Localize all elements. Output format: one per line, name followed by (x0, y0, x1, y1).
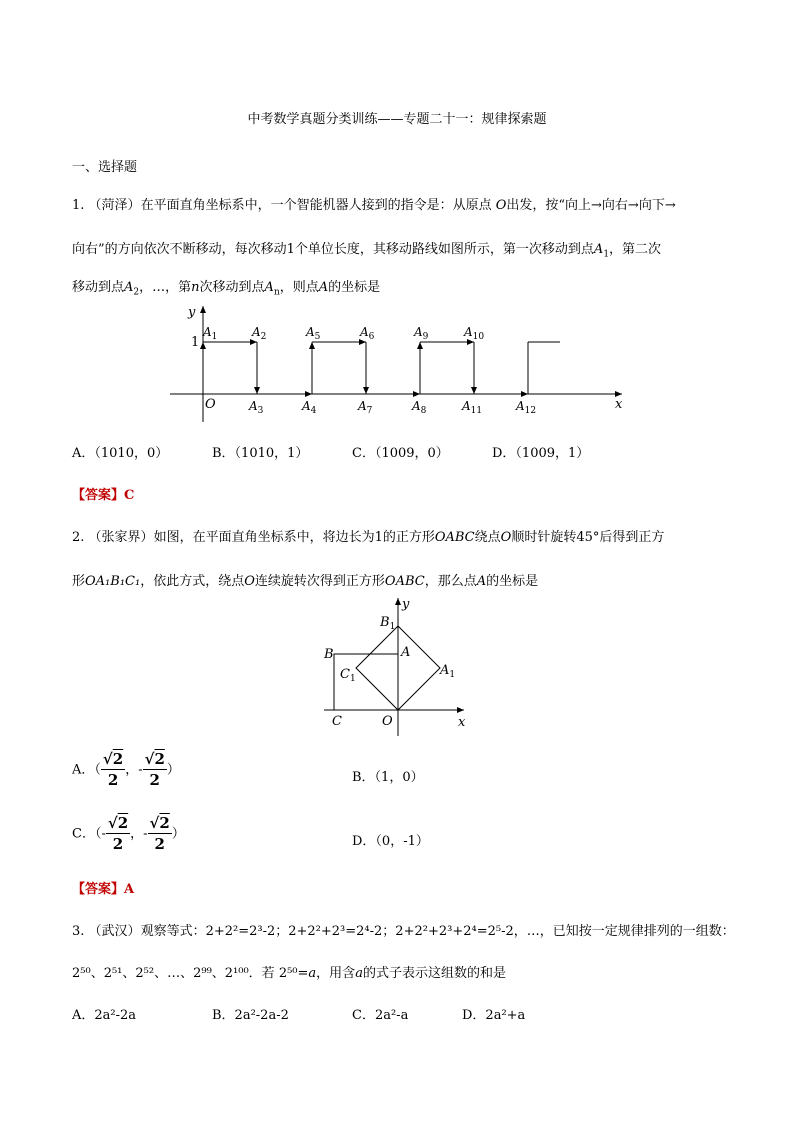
q1-line3: 移动到点$A_2$，…，第n次移动到点$A_n$，则点A的坐标是 (72, 280, 381, 298)
q2-option-d[interactable]: D．（0，-1） (352, 834, 429, 849)
q2-number: 2. (72, 530, 85, 545)
q2-line1: 2. （张家界）如图，在平面直角坐标系中，将边长为1的正方形OABC绕点O顺时针旋转45°后得到正方 (72, 530, 665, 545)
q2-option-c[interactable]: C．（- $\frac{√2}{2}$ ，- $\frac{√2}{2}$ ） (72, 814, 185, 853)
svg-text:y: y (402, 597, 410, 612)
label-a1: $A_1$ (203, 325, 218, 342)
label-a11: $A_{11}$ (462, 399, 483, 416)
label-a2: $A_2$ (252, 325, 267, 342)
label-a3: $A_3$ (249, 399, 264, 416)
svg-text:B: B (324, 647, 334, 662)
svg-text:A: A (401, 645, 411, 660)
q3-line2: 2⁵⁰、2⁵¹、2⁵²、…、2⁹⁹、2¹⁰⁰．若 2⁵⁰=a，用含a的式子表示这组数的和是 (72, 966, 506, 981)
q1-y-label: y (188, 305, 196, 320)
label-a5: $A_5$ (306, 325, 321, 342)
q2-option-a[interactable]: A．（ $\frac{√2}{2}$ ，- $\frac{√2}{2}$ ） (72, 750, 180, 789)
q1-one-label: 1 (191, 335, 200, 350)
svg-text:B1: $B_1$ (380, 615, 396, 632)
label-a6: $A_6$ (360, 325, 375, 342)
q1-option-b[interactable]: B．（1010，1） (212, 446, 309, 461)
square-oabc (334, 654, 398, 710)
section-heading: 一、选择题 (72, 160, 138, 175)
q2-line2: 形OA₁B₁C₁，依此方式，绕点O连续旋转次得到正方形OABC，那么点A的坐标是 (72, 574, 539, 589)
q1-option-c[interactable]: C．（1009，0） (352, 446, 449, 461)
q3-line1: 3. （武汉）观察等式：2+2²=2³-2；2+2²+2³=2⁴-2；2+2²+2³+2⁴=2⁵-2，…，已知按一定规律排列的一组数： (72, 924, 735, 939)
q3-source: （武汉） (88, 924, 141, 939)
q1-answer: 【答案】C (72, 488, 135, 503)
label-a9: $A_9$ (414, 325, 429, 342)
q1-line1: 1. （菏泽）在平面直角坐标系中，一个智能机器人接到的指令是：从原点 O出发，按“向上→向右→向下→ (72, 198, 676, 213)
q1-number: 1. (72, 198, 85, 213)
svg-text:A1: $A_1$ (440, 663, 456, 680)
q3-number: 3. (72, 924, 85, 939)
q1-source: （菏泽） (88, 198, 141, 213)
q1-option-d[interactable]: D．（1009，1） (492, 446, 590, 461)
label-a10: $A_{10}$ (464, 325, 485, 342)
label-a7: $A_7$ (358, 399, 373, 416)
q2-option-b[interactable]: B．（1，0） (352, 770, 424, 785)
q1-option-a[interactable]: A．（1010，0） (72, 446, 169, 461)
q2-source: （张家界） (88, 530, 154, 545)
q1-robot-path (203, 342, 560, 394)
svg-text:O: O (382, 714, 393, 729)
q3-option-d[interactable]: D．2a²+a (462, 1008, 526, 1023)
q1-origin-label: O (205, 397, 216, 412)
svg-text:x: x (458, 715, 466, 730)
q1-line2: 向右”的方向依次不断移动，每次移动1个单位长度，其移动路线如图所示，第一次移动到点$A_1$，第二次 (72, 242, 662, 260)
q1-path-figure (160, 300, 640, 425)
q2-answer: 【答案】A (72, 882, 135, 897)
label-a8: $A_8$ (412, 399, 427, 416)
q2-rotation-figure (318, 592, 478, 740)
svg-text:C: C (332, 714, 342, 729)
q3-option-c[interactable]: C．2a²-a (352, 1008, 409, 1023)
svg-text:C1: $C_1$ (340, 667, 356, 684)
label-a4: $A_4$ (302, 399, 317, 416)
page-title: 中考数学真题分类训练——专题二十一：规律探索题 (247, 112, 547, 127)
q3-option-b[interactable]: B．2a²-2a-2 (212, 1008, 289, 1023)
q3-option-a[interactable]: A．2a²-2a (72, 1008, 137, 1023)
q1-x-label: x (615, 397, 623, 412)
label-a12: $A_{12}$ (516, 399, 537, 416)
